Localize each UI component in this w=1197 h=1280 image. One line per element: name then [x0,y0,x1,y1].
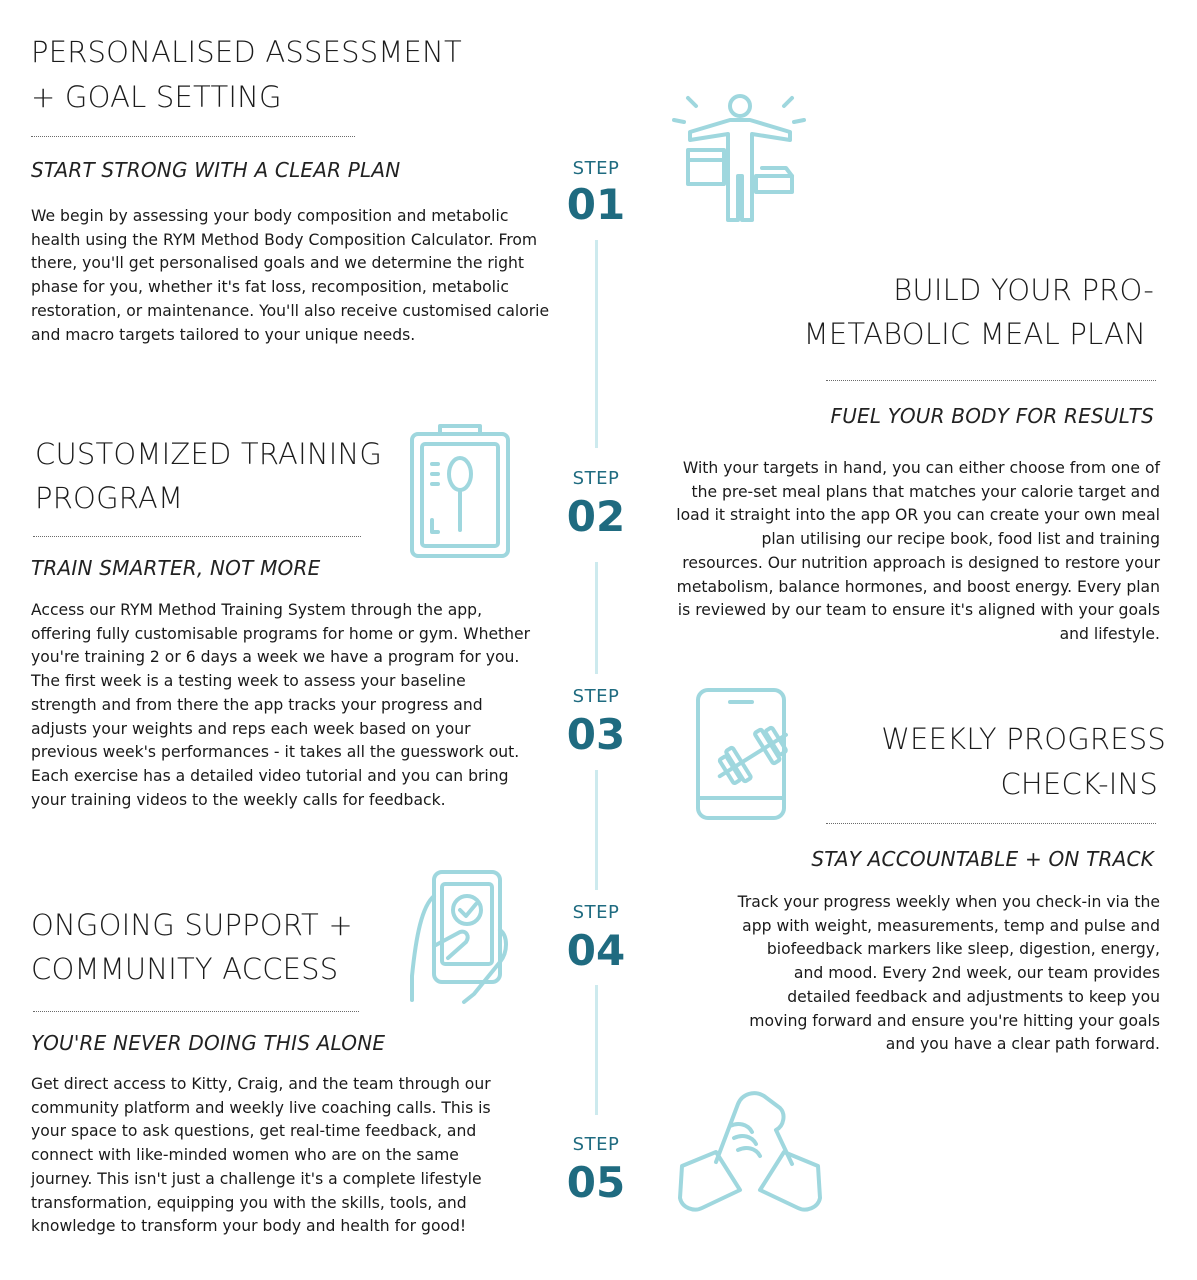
section-title-line1: BUILD YOUR PRO- [893,273,1154,307]
section-title-line1: ONGOING SUPPORT + [31,908,353,942]
section-body: Track your progress weekly when you check-in via the app with weight, measurements, temp and pulse and biofeedback markers like sleep, digestion, energy, and mood. Every 2nd week, our team provides detailed feedback and adjustments to keep you moving forward and ensure you're hitting your goals and you have a clear path forward. [737,893,1160,1054]
balance-person-icon [668,88,812,228]
section-title-line1: CUSTOMIZED TRAINING [35,437,383,471]
step-label: STEP [572,1134,620,1155]
divider [826,380,1156,381]
step-label: STEP [572,468,620,489]
clipboard-spoon-icon [404,420,516,562]
section-subtitle: YOU'RE NEVER DOING THIS ALONE [31,1031,386,1055]
section-body: Get direct access to Kitty, Craig, and the team through our community platform and weekly live coaching calls. This is your space to ask questions, get real-time feedback, and connect with like-minded women who are on the same journey. This isn't just a challenge it's a complete lifestyle transformation, equipping you with the skills, tools, and knowledge to transform your body and health for good! [31,1075,491,1236]
phone-dumbbell-icon [692,686,812,822]
section-title-line2: + GOAL SETTING [31,80,282,114]
timeline-line [595,562,598,674]
section-subtitle: TRAIN SMARTER, NOT MORE [31,556,321,580]
step-label: STEP [572,902,620,923]
step-number: 01 [566,180,626,229]
divider [33,536,361,537]
handshake-icon [672,1082,828,1216]
step-number: 04 [566,926,626,975]
section-title-line2: PROGRAM [35,481,184,515]
timeline-line [595,240,598,448]
section-body: With your targets in hand, you can either choose from one of the pre-set meal plans that matches your calorie target and load it straight into the app OR you can create your own meal plan utilising our recipe book, food list and training resources. Our nutrition approach is designed to restore your metabolism, balance hormones, and boost energy. Every plan is reviewed by our team to ensure it's aligned with your goals and lifestyle. [676,459,1160,643]
divider [31,136,355,137]
section-body: We begin by assessing your body composition and metabolic health using the RYM Method Body Composition Calculator. From there, you'll get personalised goals and we determine the right phase for you, whether it's fat loss, recomposition, metabolic restoration, or maintenance. You'll also receive customised calorie and macro targets tailored to your unique needs. [31,207,550,344]
hand-phone-check-icon [404,866,516,1006]
section-subtitle: STAY ACCOUNTABLE + ON TRACK [811,847,1154,871]
step-number: 05 [566,1158,626,1207]
section-title-line1: PERSONALISED ASSESSMENT [31,35,462,69]
step-label: STEP [572,686,620,707]
section-subtitle: START STRONG WITH A CLEAR PLAN [31,158,401,182]
timeline-line [595,770,598,890]
step-number: 03 [566,710,626,759]
step-number: 02 [566,492,626,541]
section-subtitle: FUEL YOUR BODY FOR RESULTS [830,404,1154,428]
step-label: STEP [572,158,620,179]
divider [33,1011,359,1012]
section-body: Access our RYM Method Training System through the app, offering fully customisable programs for home or gym. Whether you're training 2 or 6 days a week we have a program for you. The first week is a testing week to assess your baseline strength and from there the app tracks your progress and adjusts your weights and reps each week based on your previous week's performances - it takes all the guesswork out. Each exercise has a detailed video tutorial and you can bring your training videos to the weekly calls for feedback. [31,601,531,809]
section-title-line2: COMMUNITY ACCESS [31,952,339,986]
section-title-line1: WEEKLY PROGRESS [881,722,1166,756]
section-title-line2: METABOLIC MEAL PLAN [803,317,1146,351]
section-title-line2: CHECK-INS [1000,767,1158,801]
timeline-line [595,985,598,1115]
divider [826,823,1156,824]
